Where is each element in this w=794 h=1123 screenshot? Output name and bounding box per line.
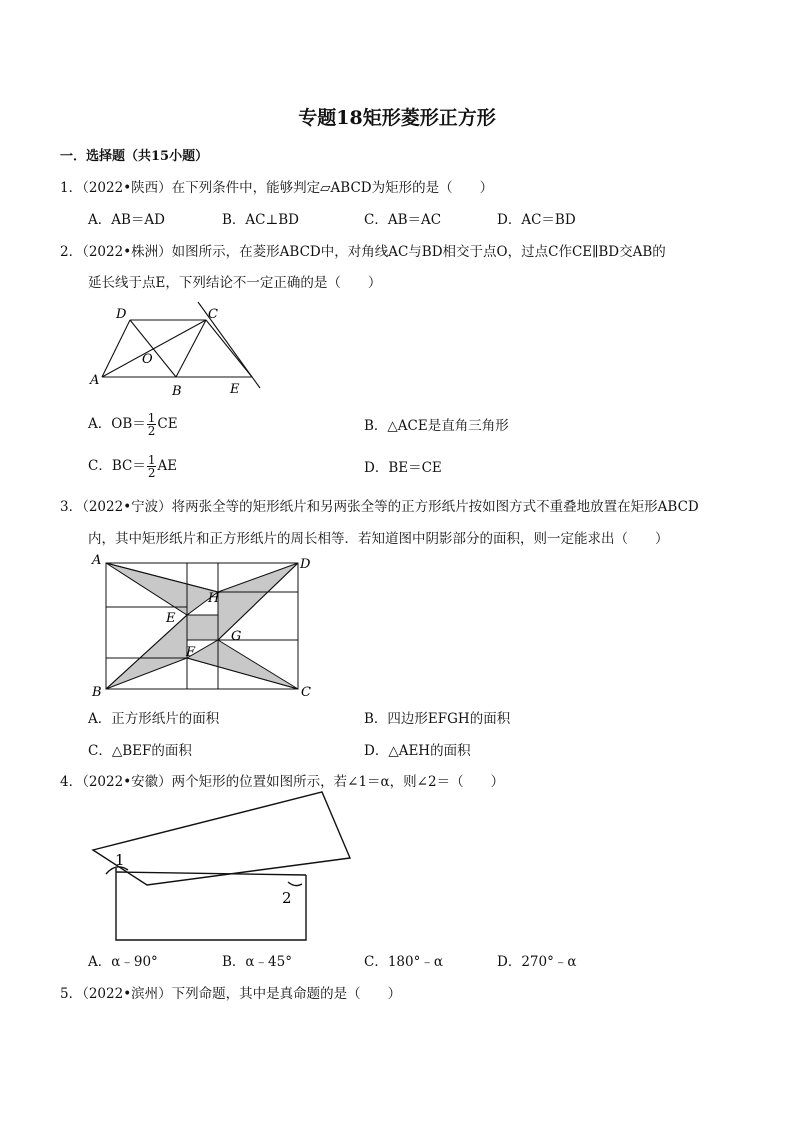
q3-option-d[interactable]: D．△AEH的面积 xyxy=(364,743,471,759)
q1-option-b[interactable]: B．AC⊥BD xyxy=(222,212,299,228)
q3-stem-line2: 内，其中矩形纸片和正方形纸片的周长相等．若知道图中阴影部分的面积，则一定能求出（ ） xyxy=(88,531,669,547)
label-b: B xyxy=(172,384,182,399)
q4-stem: 4．（2022•安徽）两个矩形的位置如图所示，若∠1＝α，则∠2＝（ ） xyxy=(60,774,505,790)
angle-2-label: 2 xyxy=(282,889,292,907)
q2-option-a[interactable]: A．OB＝ $\frac{1}{2}$ CE xyxy=(88,411,178,438)
label-g: G xyxy=(231,629,242,644)
q4-two-rectangles-figure xyxy=(88,790,358,945)
side-ad xyxy=(102,320,130,377)
line-ce xyxy=(206,320,252,377)
label-h: H xyxy=(208,591,220,606)
label-a: A xyxy=(90,373,100,388)
label-f: F xyxy=(186,645,196,660)
fraction-half: $\frac{1}{2}$ xyxy=(147,453,156,480)
label-c: C xyxy=(208,307,218,322)
label-d: D xyxy=(300,557,311,572)
q5-stem: 5．（2022•滨州）下列命题，其中是真命题的是（ ） xyxy=(60,986,402,1002)
section-heading: 一．选择题（共15小题） xyxy=(60,149,209,164)
q2-stem-line2: 延长线于点E，下列结论不一定正确的是（ ） xyxy=(88,275,382,291)
q4-option-c[interactable]: C．180°﹣α xyxy=(364,954,443,970)
q4-option-b[interactable]: B．α﹣45° xyxy=(222,954,292,970)
angle-2-arc xyxy=(288,882,302,886)
q4-option-d[interactable]: D．270°﹣α xyxy=(497,954,577,970)
shaded-triangle-bottom-right xyxy=(187,640,298,689)
q2-option-c[interactable]: C．BC＝ $\frac{1}{2}$ AE xyxy=(88,453,178,480)
q2-stem-line1: 2．（2022•株洲）如图所示，在菱形ABCD中，对角线AC与BD相交于点O，过点C作CE∥BD交AB的 xyxy=(60,244,666,260)
q1-option-d[interactable]: D．AC＝BD xyxy=(497,212,576,228)
diagonal-bd xyxy=(130,320,176,377)
q3-option-c[interactable]: C．△BEF的面积 xyxy=(88,743,192,759)
label-a: A xyxy=(92,553,102,568)
label-b: B xyxy=(92,685,102,700)
q3-rectangle-figure xyxy=(86,550,326,700)
label-o: O xyxy=(142,352,153,367)
q2-option-d[interactable]: D．BE＝CE xyxy=(364,460,442,476)
q4-option-a[interactable]: A．α﹣90° xyxy=(88,954,158,970)
tilted-rectangle xyxy=(93,792,350,885)
q3-option-b[interactable]: B．四边形EFGH的面积 xyxy=(364,711,511,727)
angle-1-label: 1 xyxy=(115,851,125,869)
q3-option-a[interactable]: A．正方形纸片的面积 xyxy=(88,711,220,727)
label-c: C xyxy=(301,685,311,700)
label-d: D xyxy=(116,307,127,322)
fraction-half: $\frac{1}{2}$ xyxy=(147,411,156,438)
q2-option-b[interactable]: B．△ACE是直角三角形 xyxy=(364,418,509,434)
lower-rectangle xyxy=(116,868,306,940)
q1-stem: 1．（2022•陕西）在下列条件中，能够判定▱ABCD为矩形的是（ ） xyxy=(60,180,494,196)
label-e: E xyxy=(166,611,176,626)
shaded-center-square xyxy=(187,615,218,640)
page-title: 专题18矩形菱形正方形 xyxy=(298,107,496,129)
label-e: E xyxy=(230,382,240,397)
q1-option-a[interactable]: A．AB＝AD xyxy=(88,212,165,228)
q1-option-c[interactable]: C．AB＝AC xyxy=(364,212,442,228)
q3-stem-line1: 3．（2022•宁波）将两张全等的矩形纸片和另两张全等的正方形纸片按如图方式不重叠地放置在矩形ABCD xyxy=(60,499,699,515)
q2-rhombus-figure xyxy=(88,300,268,405)
